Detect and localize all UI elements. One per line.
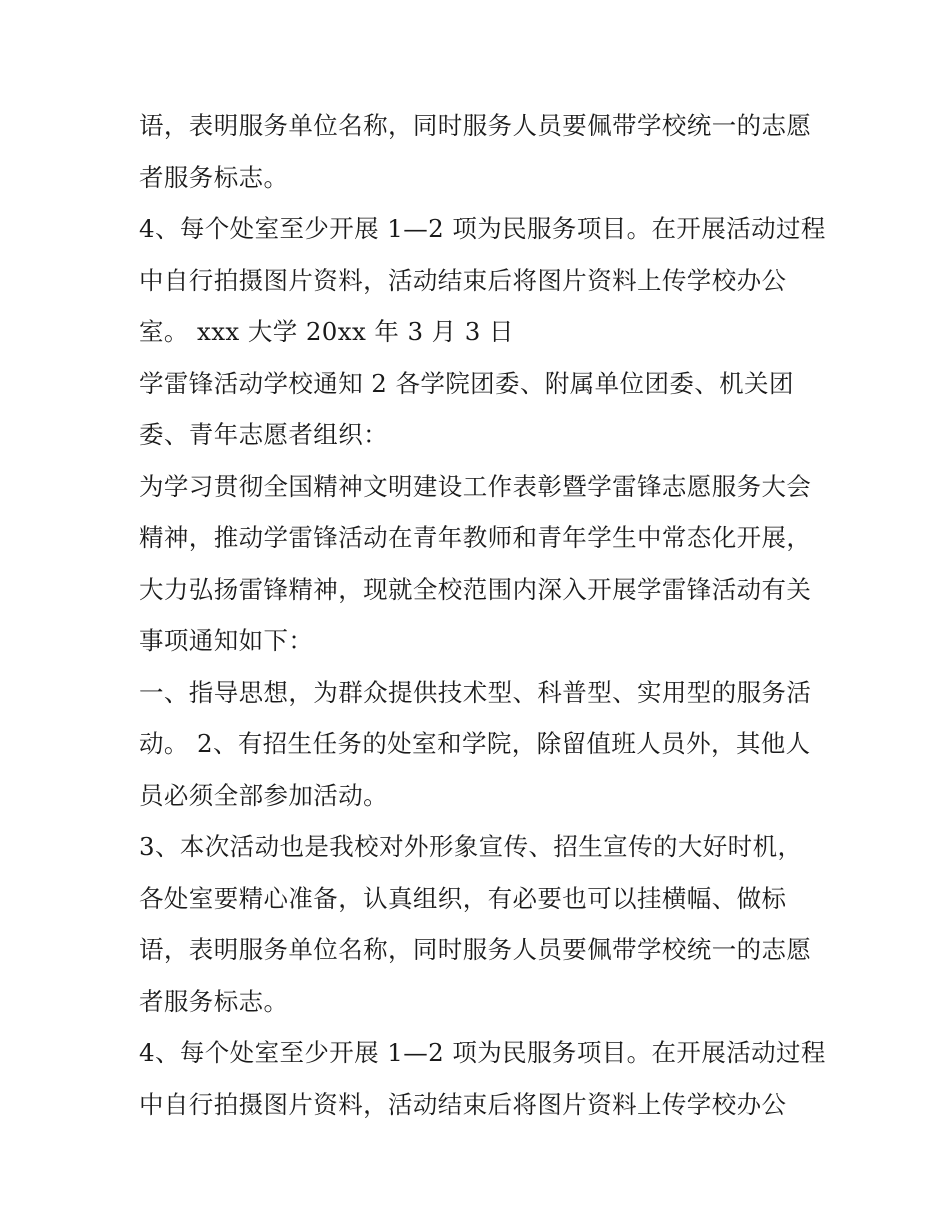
text-line: 为学习贯彻全国精神文明建设工作表彰暨学雷锋志愿服务大会 bbox=[139, 471, 812, 501]
text-line: 精神，推动学雷锋活动在青年教师和青年学生中常态化开展， bbox=[139, 523, 812, 552]
text-line: 4、每个处室至少开展 1—2 项为民服务项目。在开展活动过程 bbox=[139, 214, 826, 243]
text-line: 大力弘扬雷锋精神，现就全校范围内深入开展学雷锋活动有关 bbox=[139, 574, 812, 604]
text-line: 事项通知如下： bbox=[139, 626, 314, 655]
text-line: 3、本次活动也是我校对外形象宣传、招生宣传的大好时机， bbox=[139, 832, 803, 861]
text-line: 一、指导思想，为群众提供技术型、科普型、实用型的服务活 bbox=[139, 677, 812, 707]
text-line: 者服务标志。 bbox=[139, 986, 289, 1016]
text-line: 中自行拍摄图片资料，活动结束后将图片资料上传学校办公 bbox=[139, 1089, 787, 1119]
text-line: 委、青年志愿者组织： bbox=[139, 420, 388, 449]
text-line: 学雷锋活动学校通知 2 各学院团委、附属单位团委、机关团 bbox=[139, 368, 794, 398]
text-line: 者服务标志。 bbox=[139, 162, 289, 192]
text-line: 4、每个处室至少开展 1—2 项为民服务项目。在开展活动过程 bbox=[139, 1038, 826, 1067]
text-line: 室。 xxx 大学 20xx 年 3 月 3 日 bbox=[139, 317, 514, 346]
text-line: 语，表明服务单位名称，同时服务人员要佩带学校统一的志愿 bbox=[139, 935, 812, 964]
text-line: 中自行拍摄图片资料，活动结束后将图片资料上传学校办公 bbox=[139, 265, 787, 295]
text-line: 语，表明服务单位名称，同时服务人员要佩带学校统一的志愿 bbox=[139, 111, 812, 140]
document-body bbox=[139, 100, 826, 1130]
text-line: 员必须全部参加活动。 bbox=[139, 780, 388, 810]
text-line: 各处室要精心准备，认真组织，有必要也可以挂横幅、做标 bbox=[139, 883, 787, 913]
text-line: 动。 2、有招生任务的处室和学院，除留值班人员外，其他人 bbox=[139, 729, 811, 758]
